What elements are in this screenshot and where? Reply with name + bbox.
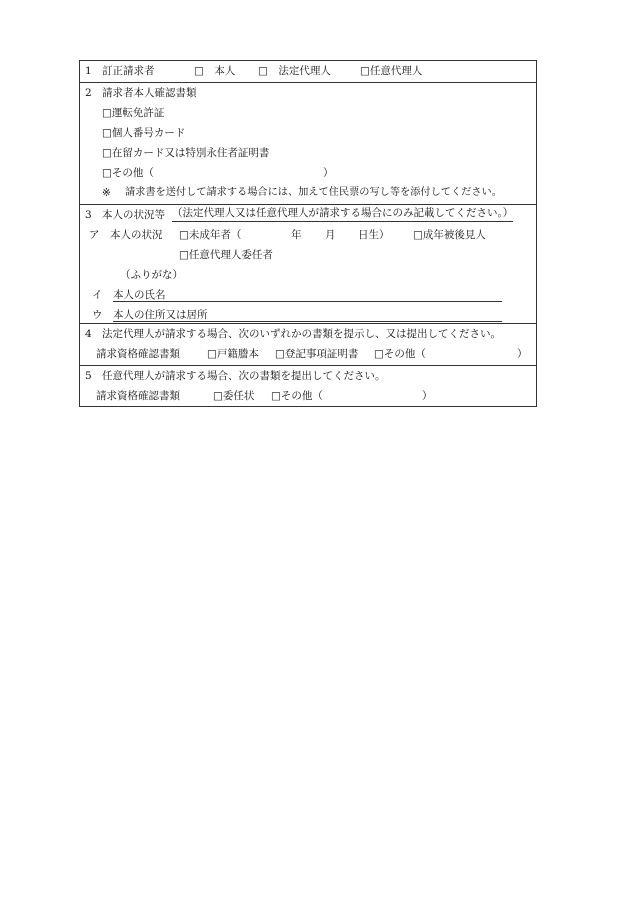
docs-label: 請求資格確認書類	[96, 390, 180, 402]
checkbox-legal-representative[interactable]: □ 法定代理人	[258, 65, 331, 77]
item-label-a: ア	[89, 229, 100, 241]
checkbox-principal-of-agent[interactable]: □任意代理人委任者	[179, 249, 273, 261]
section-text: 法定代理人が請求する場合、次のいずれかの書類を提示し、又は提出してください。	[102, 328, 501, 340]
other-close-paren: ）	[323, 167, 334, 179]
docs-label: 請求資格確認書類	[96, 348, 180, 360]
correction-request-form	[79, 60, 537, 407]
section-id-documents	[80, 83, 536, 205]
checkbox-minor[interactable]: □未成年者（	[179, 229, 242, 241]
section-principal-status	[80, 205, 536, 324]
section-text: 任意代理人が請求する場合、次の書類を提出してください。	[102, 370, 386, 382]
address-underline	[113, 321, 502, 322]
item-label-u: ウ	[92, 309, 103, 321]
checkbox-drivers-license[interactable]: □運転免許証	[102, 107, 165, 119]
month-label: 月	[325, 229, 336, 241]
name-field[interactable]	[80, 285, 536, 305]
birth-day-label: 日生）	[358, 229, 390, 241]
section-title: 訂正請求者	[102, 65, 155, 77]
furigana-label: （ふりがな）	[120, 269, 183, 281]
checkbox-registry-certificate[interactable]: □登記事項証明書	[275, 348, 359, 360]
address-label: 本人の住所又は居所	[113, 309, 208, 321]
checkbox-my-number-card[interactable]: □個人番号カード	[102, 127, 186, 139]
status-label: 本人の状況	[110, 229, 163, 241]
checkbox-self[interactable]: □ 本人	[194, 65, 236, 77]
checkbox-other-document[interactable]: □その他（	[271, 390, 323, 402]
section-title: 本人の状況等	[102, 209, 165, 221]
section-number: 1	[85, 65, 92, 77]
section-legal-rep-documents	[80, 324, 536, 366]
section-title: 請求者本人確認書類	[102, 87, 197, 99]
section-voluntary-agent-documents	[80, 366, 536, 406]
other-close-paren: ）	[517, 348, 528, 360]
section-number: 5	[85, 370, 92, 382]
checkbox-other-document[interactable]: □その他（	[102, 167, 154, 179]
section-number: 4	[85, 328, 92, 340]
note-text: 請求書を送付して請求する場合には、加えて住民票の写し等を添付してください。	[125, 187, 502, 198]
checkbox-voluntary-agent[interactable]: □任意代理人	[360, 65, 423, 77]
checkbox-family-register[interactable]: □戸籍謄本	[207, 348, 259, 360]
name-label: 本人の氏名	[113, 289, 166, 301]
year-label: 年	[291, 229, 302, 241]
section-requester	[80, 61, 536, 83]
other-close-paren: ）	[422, 390, 433, 402]
checkbox-power-of-attorney[interactable]: □委任状	[213, 390, 255, 402]
checkbox-adult-ward[interactable]: □成年被後見人	[413, 229, 486, 241]
item-label-i: イ	[92, 289, 103, 301]
section-number: 2	[85, 87, 92, 99]
note-mark: ※	[102, 187, 111, 199]
section-title-note: （法定代理人又は任意代理人が請求する場合にのみ記載してください。）	[172, 205, 513, 222]
section-number: 3	[85, 209, 92, 221]
address-field[interactable]	[80, 305, 536, 325]
checkbox-other-document[interactable]: □その他（	[374, 348, 426, 360]
checkbox-residence-card[interactable]: □在留カード又は特別永住者証明書	[102, 147, 270, 159]
name-underline	[113, 301, 502, 302]
